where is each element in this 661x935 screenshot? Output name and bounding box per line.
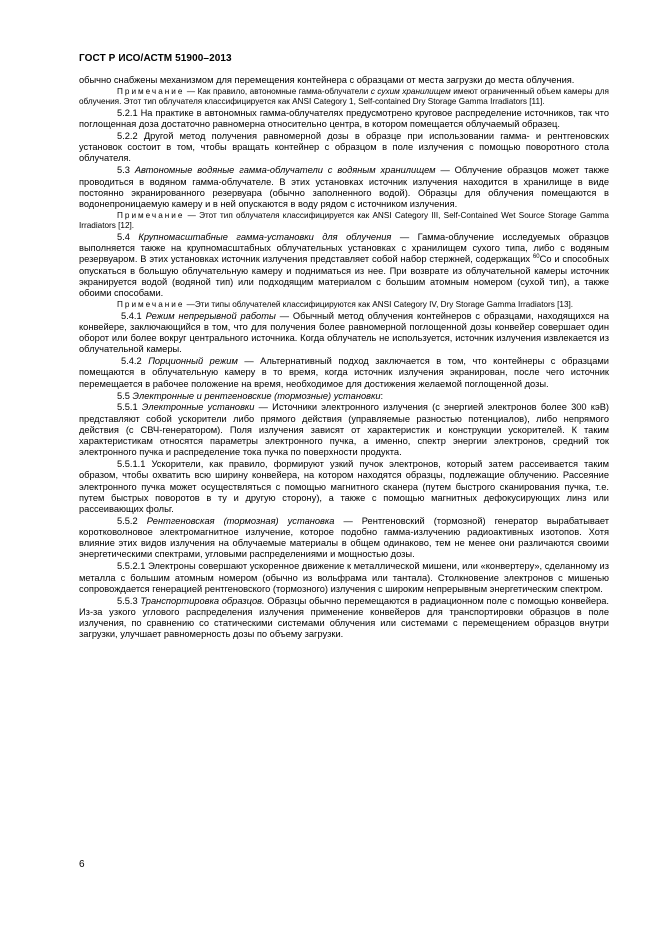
paragraph-text: Co и способных опускаться в большую облучательную камеру и подниматься из нее. При возврате из облучательной камеры источник экранируется водой (водяной тип) или подходящим материалом с большим атомным номером (сухой тип), а также обоими способами.	[79, 254, 609, 298]
paragraph-5-3	[79, 165, 609, 210]
note-label: Примечание	[117, 299, 185, 309]
paragraph-text: Образцы обычно перемещаются в радиационном поле с помощью конвейера. Из-за узкого углового распределения излучения применение конвейеров для транспортировки образцов в поле излучения, по сравнению со статическими системами облучения или системами с перемещением образцов внутри загрузки, улучшает равномерность дозы по объему загрузки.	[79, 595, 609, 640]
paragraph-text: — Облучение образцов может также проводиться в водяном гамма-облучателе. В этих установках источник излучения находится в хранилище в виде постоянно экранированного резервуара (обычно заполненного водой). Образцы для облучения помещаются в водонепроницаемую камеру и в ней опускаются в воду рядом с источником излучения.	[79, 165, 609, 209]
note-label: Примечание	[117, 86, 185, 96]
paragraph-5-5-2	[79, 516, 609, 561]
section-title: Электронные установки	[141, 402, 255, 413]
paragraph-continuation: обычно снабжены механизмом для перемещения контейнера с образцами от места загрузки до места облучения.	[79, 75, 575, 85]
section-number: 5.5.3	[117, 595, 141, 606]
section-title: Порционный режим	[148, 356, 238, 367]
section-number: 5.4	[117, 231, 139, 242]
paragraph-text: — Источники электронного излучения (с энергией электронов более 300 кэВ) представляют собой ускорители либо прямого действия (управляемые разностью потенциалов), либо непрямого действия (с СВЧ-генератором). Поля излучения зависят от характеристик и конструкции ускорителей. К таким характеристикам относятся параметры электронного пучка, а именно, спектр энергии электронов, средний ток электронного пучка и распределение тока пучка по поверхности продукта.	[79, 402, 609, 458]
section-title: Транспортировка образцов.	[140, 595, 265, 606]
paragraph-text: — Рентгеновский (тормозной) генератор вырабатывает коротковолновое электромагнитное излучение, которое подобно гамма-излучению радиоактивных изотопов. Хотя влияние этих видов излучения на облучаемые материалы в общем одинаково, тем не менее они различаются своими энергетическими спектрами, угловыми распределениями и мощностью дозы.	[79, 515, 610, 560]
paragraph-5-5-3	[79, 596, 609, 641]
paragraph-text: :	[380, 390, 384, 401]
section-number: 5.4.2	[121, 356, 149, 367]
section-title: Крупномасштабные гамма-установки для облучения	[138, 231, 392, 242]
note-1	[79, 87, 609, 107]
section-number: 5.4.1	[121, 310, 146, 321]
paragraph-5-5-1-1: 5.5.1.1 Ускорители, как правило, формируют узкий пучок электронов, который затем рассеивается таким образом, чтобы охватить всю ширину конвейера, на котором находятся образцы, подлежащие облучению. Рассеяние электронного пучка может осуществляться с помощью магнитного сканера (путем быстрого сканирования пучка, т.е. путем быстрых поворотов в ту и другую сторону), а также с помощью магнитных дефокусирующих линз или рассеивающих фольг.	[79, 459, 609, 514]
section-number: 5.5.1	[117, 402, 142, 413]
paragraph-5-5	[79, 391, 609, 402]
note-text: — Этот тип облучателя классифицируется как ANSI Category III, Self-Contained Wet Source Storage Gamma Irradiators [12].	[79, 210, 609, 231]
note-label: Примечание	[117, 210, 185, 220]
section-number: 5.5	[117, 390, 133, 401]
section-title: Электронные и рентгеновские (тормозные) установки	[132, 390, 381, 401]
paragraph-5-4-1	[79, 311, 609, 356]
section-title: Рентгеновская (тормозная) установка	[146, 515, 335, 526]
paragraph-5-4	[79, 232, 609, 299]
paragraph-text: — Обычный метод облучения контейнеров с образцами, находящихся на конвейере, заключающийся в том, что для получения более равномерной поглощенной дозы конвейер совершает один оборот или более вокруг центрального источника. Когда облучатель не используется, источник излучения извлекается из облучательной камеры.	[79, 310, 609, 355]
paragraph-5-4-2	[79, 356, 609, 390]
paragraph-text: — Альтернативный подход заключается в том, что контейнеры с образцами помещаются в облучательную камеру в то время, когда источник излучения экранирован, после чего источник перемещается в рабочее положение на время, необходимое для достижения желаемой поглощенной дозы.	[79, 356, 609, 389]
paragraph-5-5-1	[79, 402, 609, 458]
note-text: —Эти типы облучателей классифицируются как ANSI Category IV, Dry Storage Gamma Irradiators [13].	[184, 299, 574, 309]
document-header: ГОСТ Р ИСО/АСТМ 51900–2013	[79, 53, 232, 64]
paragraph-5-5-2-1: 5.5.2.1 Электроны совершают ускоренное движение к металлической мишени, или «конвертеру», сделанному из металла с большим атомным номером (обычно из вольфрама или тантала). Столкновение электронов с мишенью сопровождается генерацией рентгеновского (тормозного) излучения с широким непрерывным энергетическим спектром.	[79, 561, 609, 594]
isotope-superscript: 60	[532, 254, 540, 261]
section-title: Автономные водяные гамма-облучатели с водяным хранилищем	[134, 165, 436, 176]
section-title: Режим непрерывной работы	[145, 310, 276, 321]
note-text: — Как правило, автономные гамма-облучатели	[184, 86, 371, 96]
page-number: 6	[79, 859, 85, 870]
section-number: 5.3	[117, 165, 135, 176]
paragraph-5-2-2: 5.2.2 Другой метод получения равномерной дозы в образце при использовании гамма- и рентгеновских установок состоит в том, чтобы вращать контейнер с образцом в поле излучения с помощью поворотного стола облучателя.	[79, 131, 609, 164]
note-text: имеют ограниченный объем камеры для облучения. Этот тип облучателя классифицируется как ANSI Category 1, Self-contained Dry Storage Gamma Irradiators [11].	[79, 86, 609, 107]
paragraph-text: — Гамма-облучение исследуемых образцов выполняется также на крупномасштабных облучательных установках с хранилищем сухого типа, либо с водяным резервуаром. В этих установках источник излучения представляет собой набор стержней, содержащих	[79, 231, 609, 265]
document-body	[79, 75, 609, 641]
section-number: 5.5.2	[117, 515, 147, 526]
note-2	[79, 211, 609, 231]
paragraph-5-2-1: 5.2.1 На практике в автономных гамма-облучателях предусмотрено круговое распределение источников, так что поглощенная доза достаточно равномерна относительно центра, в котором помещается облучаемый образец.	[79, 107, 609, 130]
note-3	[79, 300, 609, 310]
note-italic: с сухим хранилищем	[370, 86, 451, 96]
